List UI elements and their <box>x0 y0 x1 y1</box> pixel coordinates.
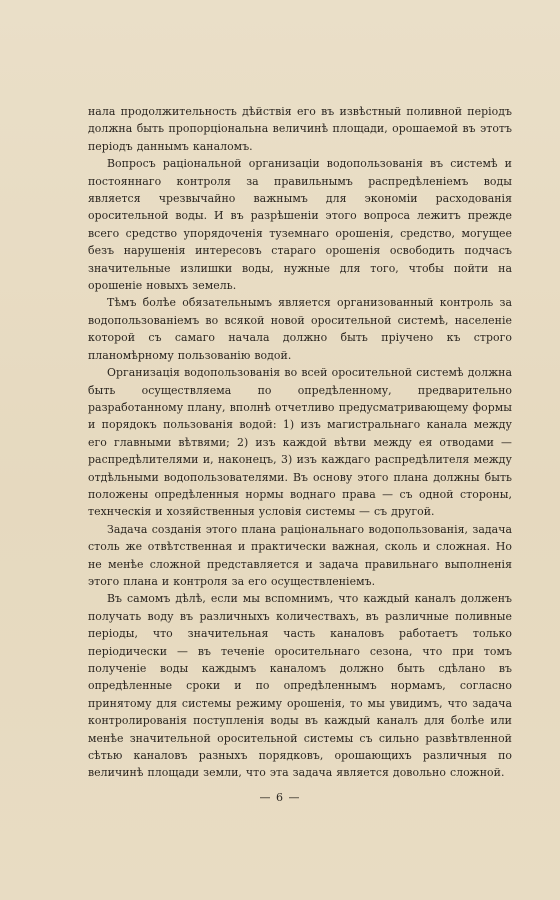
paragraph-plan-task: Задача созданія этого плана раціональнаго водопользованія, задача столь же отвѣтственная и практически важная, сколь и сложная. Но не менѣе сложной представляется и задача правильнаго выполненія этого плана и контроля за его осуществленіемъ. <box>88 522 512 588</box>
paragraph-control-complexity: Въ самомъ дѣлѣ, если мы вспомнимъ, что каждый каналъ долженъ получать воду въ различныхъ количествахъ, въ различные поливные періоды, что значительная часть каналовъ работаетъ только періодически — въ теченіе оросительнаго сезона, что при томъ полученіе воды каждымъ каналомъ должно быть сдѣлано въ опредѣленные сроки и по опредѣленнымъ нормамъ, согласно принятому для системы режиму орошенія, то мы увидимъ, что задача контролированія поступленія воды въ каждый каналъ для болѣе или менѣе значительной оросительной системы съ сильно развѣтвленной сѣтью каналовъ разныхъ порядковъ, орошающихъ различныя по величинѣ площади земли, что эта задача является довольно сложной. <box>88 592 512 780</box>
paragraph-water-use-organization: Вопросъ раціональной организаціи водопользованія въ системѣ и постояннаго контроля за правильнымъ распредѣленіемъ воды является чрезвычайно важнымъ для экономіи расходованія оросительной воды. И въ разрѣшеніи этого вопроса лежитъ прежде всего средство упорядоченія туземнаго орошенія, средство, могущее безъ нарушенія интересовъ стараго орошенія освободить подчасъ значительные излишки воды, нужные для того, чтобы пойти на орошеніе новыхъ земель. <box>88 157 512 293</box>
paragraph-continuation: нала продолжительность дѣйствія его въ извѣстный поливной періодъ должна быть пропорціональна величинѣ площади, орошаемой въ этотъ періодъ даннымъ каналомъ. <box>88 105 512 153</box>
paragraph-plan-organization: Организація водопользованія во всей оросительной системѣ должна быть осуществляема по опредѣленному, предварительно разработанному плану, вполнѣ отчетливо предусматривающему формы и порядокъ пользованія водой: 1) изъ магистральнаго канала между его главными вѣтвями; 2) изъ каждой вѣтви между ея отводами — распредѣлителями и, наконецъ, 3) изъ каждаго распредѣлителя между отдѣльными водопользователями. Въ основу этого плана должны быть положены опредѣленныя нормы воднаго права — съ одной стороны, технческія и хозяйственныя условія системы — съ другой. <box>88 366 512 519</box>
paragraph-mandatory-control: Тѣмъ болѣе обязательнымъ является организованный контроль за водопользованіемъ во всякой новой оросительной системѣ, населеніе которой съ самаго начала должно быть пріучено къ строго планомѣрному пользованію водой. <box>88 296 512 362</box>
page-number: — 6 — <box>259 791 301 804</box>
body-text <box>88 103 512 782</box>
